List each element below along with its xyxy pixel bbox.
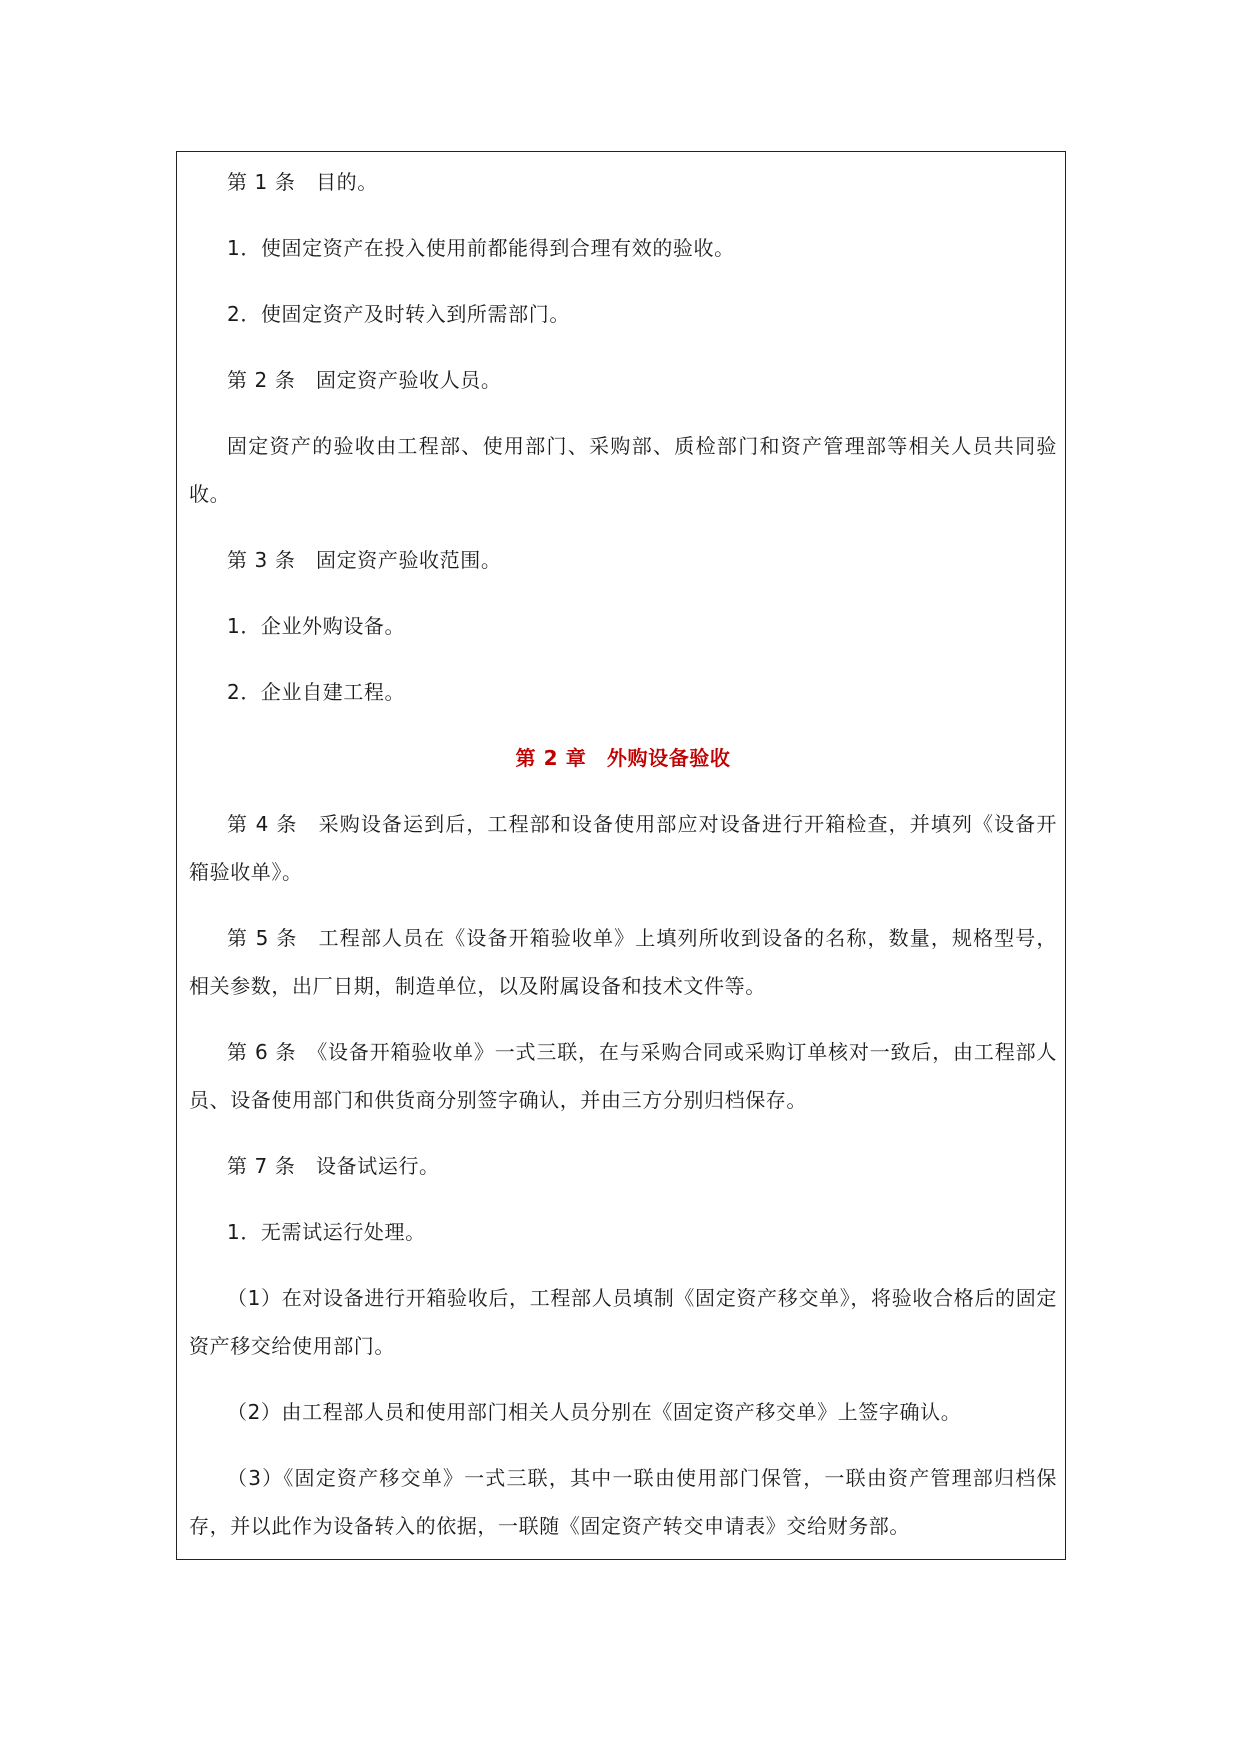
article-2-title: 第 2 条 固定资产验收人员。 <box>227 368 502 392</box>
document-body <box>189 158 1057 1568</box>
article-4: 第 4 条 采购设备运到后，工程部和设备使用部应对设备进行开箱检查，并填列《设备开箱验收单》。 <box>189 812 1057 884</box>
article-1-item-2: 2．使固定资产及时转入到所需部门。 <box>227 302 570 326</box>
chapter-2-heading: 第 2 章 外购设备验收 <box>515 746 731 770</box>
article-7-sub-3: （3）《固定资产移交单》一式三联，其中一联由使用部门保管，一联由资产管理部归档保存，并以此作为设备转入的依据，一联随《固定资产转交申请表》交给财务部。 <box>189 1466 1057 1538</box>
article-1-item-1: 1．使固定资产在投入使用前都能得到合理有效的验收。 <box>227 236 735 260</box>
article-3-item-2: 2．企业自建工程。 <box>227 680 406 704</box>
article-2-body: 固定资产的验收由工程部、使用部门、采购部、质检部门和资产管理部等相关人员共同验收。 <box>189 434 1057 506</box>
article-7-item-1: 1．无需试运行处理。 <box>227 1220 426 1244</box>
article-6: 第 6 条 《设备开箱验收单》一式三联，在与采购合同或采购订单核对一致后，由工程部人员、设备使用部门和供货商分别签字确认，并由三方分别归档保存。 <box>189 1040 1057 1112</box>
article-5: 第 5 条 工程部人员在《设备开箱验收单》上填列所收到设备的名称，数量，规格型号，相关参数，出厂日期，制造单位，以及附属设备和技术文件等。 <box>189 926 1057 998</box>
article-7-sub-1: （1）在对设备进行开箱验收后，工程部人员填制《固定资产移交单》，将验收合格后的固定资产移交给使用部门。 <box>189 1286 1057 1358</box>
article-1-title: 第 1 条 目的。 <box>227 170 378 194</box>
article-3-item-1: 1．企业外购设备。 <box>227 614 406 638</box>
article-3-title: 第 3 条 固定资产验收范围。 <box>227 548 502 572</box>
article-7-title: 第 7 条 设备试运行。 <box>227 1154 440 1178</box>
article-7-sub-2: （2）由工程部人员和使用部门相关人员分别在《固定资产移交单》上签字确认。 <box>227 1400 962 1424</box>
